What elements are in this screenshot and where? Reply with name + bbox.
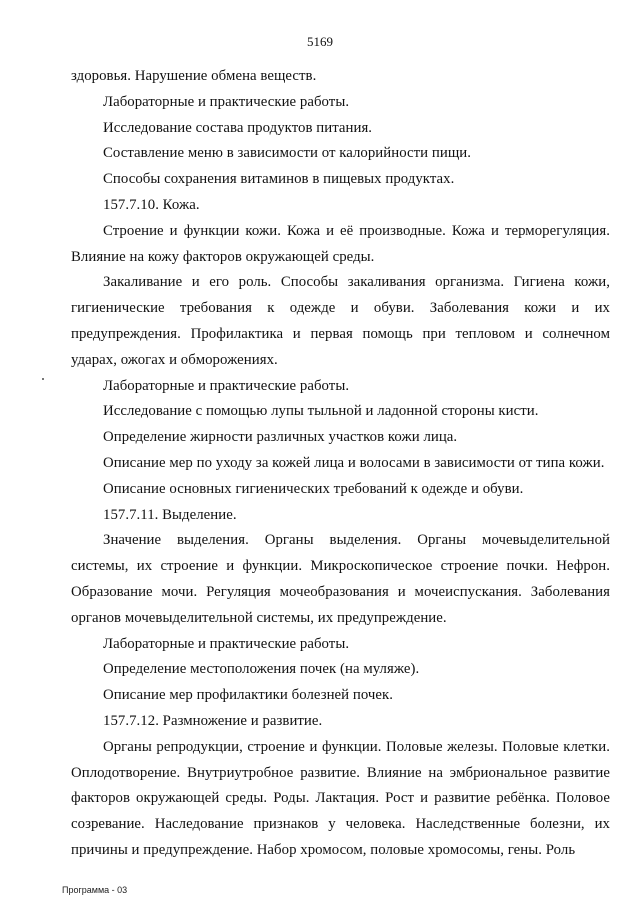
list-item: Описание основных гигиенических требований к одежде и обуви. [103, 480, 524, 497]
section-heading: 157.7.11. Выделение. [103, 506, 237, 523]
scan-speck [42, 378, 44, 380]
document-body [71, 64, 610, 864]
subheading-lab-work: Лабораторные и практические работы. [103, 635, 350, 652]
list-item: Описание мер профилактики болезней почек. [103, 687, 394, 704]
list-item: Исследование с помощью лупы тыльной и ладонной стороны кисти. [103, 403, 539, 420]
section-heading: 157.7.12. Размножение и развитие. [103, 712, 323, 729]
list-item: Описание мер по уходу за кожей лица и волосами в зависимости от типа кожи. [103, 454, 605, 471]
page-number: 5169 [307, 34, 333, 49]
subheading-lab-work: Лабораторные и практические работы. [103, 93, 350, 110]
paragraph: Значение выделения. Органы выделения. Органы мочевыделительной системы, их строение и функции. Микроскопическое строение почки. Нефрон. Образование мочи. Регуляция мочеобразования и мочеиспускания. Заболевания органов мочевыделительной системы, их предупреждение. [71, 532, 610, 626]
list-item: Определение местоположения почек (на муляже). [103, 661, 420, 678]
footer-label: Программа - 03 [62, 885, 128, 895]
list-item: Способы сохранения витаминов в пищевых продуктах. [103, 171, 455, 188]
list-item: Исследование состава продуктов питания. [103, 119, 373, 136]
list-item: Определение жирности различных участков кожи лица. [103, 429, 458, 446]
section-heading: 157.7.10. Кожа. [103, 196, 200, 213]
paragraph: Строение и функции кожи. Кожа и её производные. Кожа и терморегуляция. Влияние на кожу факторов окружающей среды. [71, 222, 610, 265]
paragraph: здоровья. Нарушение обмена веществ. [71, 68, 317, 84]
list-item: Составление меню в зависимости от калорийности пищи. [103, 145, 471, 162]
paragraph: Закаливание и его роль. Способы закаливания организма. Гигиена кожи, гигиенические требования к одежде и обуви. Заболевания кожи и их предупреждения. Профилактика и первая помощь при тепловом и солнечном ударах, ожогах и обморожениях. [71, 274, 610, 368]
subheading-lab-work: Лабораторные и практические работы. [103, 377, 350, 394]
paragraph: Органы репродукции, строение и функции. Половые железы. Половые клетки. Оплодотворение. Внутриутробное развитие. Влияние на эмбриональное развитие факторов окружающей среды. Роды. Лактация. Рост и развитие ребёнка. Половое созревание. Наследование признаков у человека. Наследственные болезни, их причины и предупреждение. Набор хромосом, половые хромосомы, гены. Роль [71, 738, 610, 858]
